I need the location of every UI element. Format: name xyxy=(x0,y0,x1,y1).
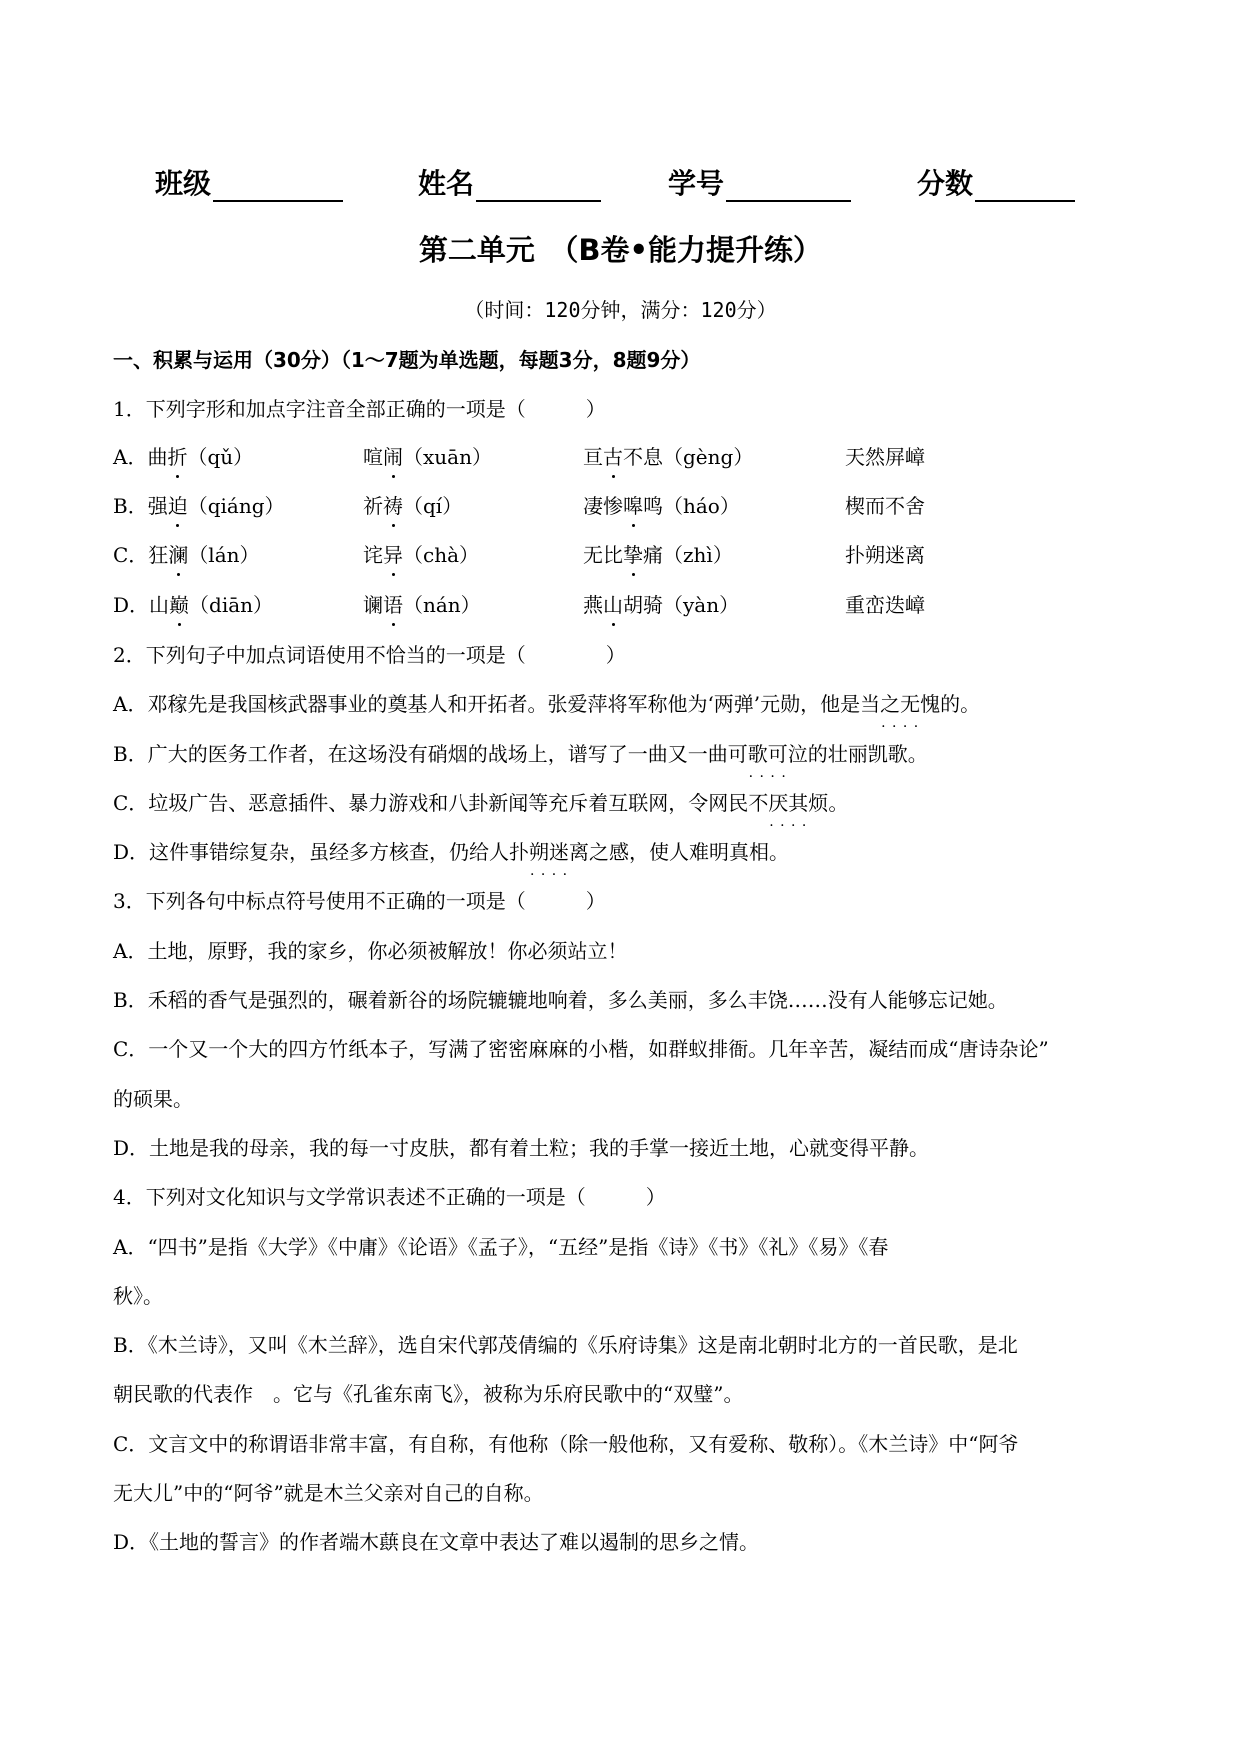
q4-option-d[interactable]: D．《土地的誓言》的作者端木蕻良在文章中表达了难以遏制的思乡之情。 xyxy=(113,1530,760,1554)
class-blank[interactable] xyxy=(213,174,343,202)
section-heading: 一、积累与运用（30分）（1～7题为单选题，每题3分，8题9分） xyxy=(113,348,701,372)
exam-title: 第二单元 （B卷•能力提升练） xyxy=(418,233,823,267)
id-blank[interactable] xyxy=(726,174,851,202)
q1-a-word1: A．曲折（qǔ） xyxy=(113,441,253,470)
name-blank[interactable] xyxy=(476,174,601,202)
id-label: 学号 xyxy=(668,167,725,200)
q2-stem: 2．下列句子中加点词语使用不恰当的一项是（ ） xyxy=(113,643,626,667)
q4-option-c-line2: 无大儿”中的“阿爷”就是木兰父亲对自己的自称。 xyxy=(113,1481,544,1505)
q1-c-word3: 无比挚痛（zhì） xyxy=(583,539,733,568)
q1-c-word4: 扑朔迷离 xyxy=(845,543,925,567)
score-blank[interactable] xyxy=(975,174,1075,202)
q3-option-d[interactable]: D．土地是我的母亲，我的每一寸皮肤，都有着土粒；我的手掌一接近土地，心就变得平静。 xyxy=(113,1136,930,1160)
q1-d-word1: D．山巅（diān） xyxy=(113,589,273,618)
score-label: 分数 xyxy=(917,167,974,200)
q2-option-d[interactable]: D．这件事错综复杂，虽经多方核查，仍给人扑朔迷离 · · · ·之感，使人难明真相。 xyxy=(113,836,789,865)
q2-option-a[interactable]: A．邓稼先是我国核武器事业的奠基人和开拓者。张爱萍将军称他为‘两弹’元勋，他是当之无愧 · · · ·的。 xyxy=(113,688,980,717)
q4-option-a-line2: 秋》。 xyxy=(113,1284,163,1308)
score-field xyxy=(917,162,1075,202)
q3-stem: 3．下列各句中标点符号使用不正确的一项是（ ） xyxy=(113,889,606,913)
class-label: 班级 xyxy=(155,167,212,200)
q1-a-word2: 喧闹（xuān） xyxy=(363,441,492,470)
q1-a-word3: 亘古不息（gèng） xyxy=(583,441,753,470)
id-field xyxy=(668,162,851,202)
q1-d-word3: 燕山胡骑（yàn） xyxy=(583,589,739,618)
q4-option-a-line1[interactable]: A．“四书”是指《大学》《中庸》《论语》《孟子》，“五经”是指《诗》《书》《礼》《易》《春 xyxy=(113,1235,889,1259)
q1-c-word2: 诧异（chà） xyxy=(363,539,479,568)
q3-option-b[interactable]: B．禾稻的香气是强烈的，碾着新谷的场院辘辘地响着，多么美丽，多么丰饶……没有人能够忘记她。 xyxy=(113,988,1008,1012)
q1-b-word4: 楔而不舍 xyxy=(845,494,925,518)
q3-option-c-line2: 的硕果。 xyxy=(113,1087,193,1111)
q1-a-word4: 天然屏嶂 xyxy=(845,445,925,469)
q4-option-b-line1[interactable]: B．《木兰诗》，又叫《木兰辞》，选自宋代郭茂倩编的《乐府诗集》这是南北朝时北方的一首民歌，是北 xyxy=(113,1333,1018,1357)
q3-option-c-line1[interactable]: C．一个又一个大的四方竹纸本子，写满了密密麻麻的小楷，如群蚁排衙。几年辛苦，凝结而成“唐诗杂论” xyxy=(113,1037,1049,1061)
student-info-row xyxy=(0,162,1241,202)
q1-b-word1: B．强迫（qiáng） xyxy=(113,490,285,519)
q1-stem: 1．下列字形和加点字注音全部正确的一项是（ ） xyxy=(113,397,606,421)
q1-b-word2: 祈祷（qí） xyxy=(363,490,462,519)
q2-option-c[interactable]: C．垃圾广告、恶意插件、暴力游戏和八卦新闻等充斥着互联网，令网民不厌其烦 · · · ·。 xyxy=(113,787,848,816)
q3-option-a[interactable]: A．土地，原野，我的家乡，你必须被解放！你必须站立！ xyxy=(113,939,628,963)
q4-option-b-line2: 朝民歌的代表作 。它与《孔雀东南飞》，被称为乐府民歌中的“双璧”。 xyxy=(113,1382,744,1406)
q2-option-b[interactable]: B．广大的医务工作者，在这场没有硝烟的战场上，谱写了一曲又一曲可歌可泣 · · · ·的壮丽凯歌。 xyxy=(113,738,928,767)
q1-d-word2: 谰语（nán） xyxy=(363,589,481,618)
name-label: 姓名 xyxy=(418,167,475,200)
name-field xyxy=(418,162,601,202)
q4-option-c-line1[interactable]: C．文言文中的称谓语非常丰富，有自称，有他称（除一般他称，又有爱称、敬称）。《木兰诗》中“阿爷 xyxy=(113,1432,1019,1456)
q1-c-word1: C．狂澜（lán） xyxy=(113,539,260,568)
exam-subtitle: （时间：120分钟，满分：120分） xyxy=(464,298,777,322)
q1-d-word4: 重峦迭嶂 xyxy=(845,593,925,617)
q1-b-word3: 凄惨嗥鸣（háo） xyxy=(583,490,740,519)
class-field xyxy=(155,162,343,202)
q4-stem: 4．下列对文化知识与文学常识表述不正确的一项是（ ） xyxy=(113,1185,666,1209)
